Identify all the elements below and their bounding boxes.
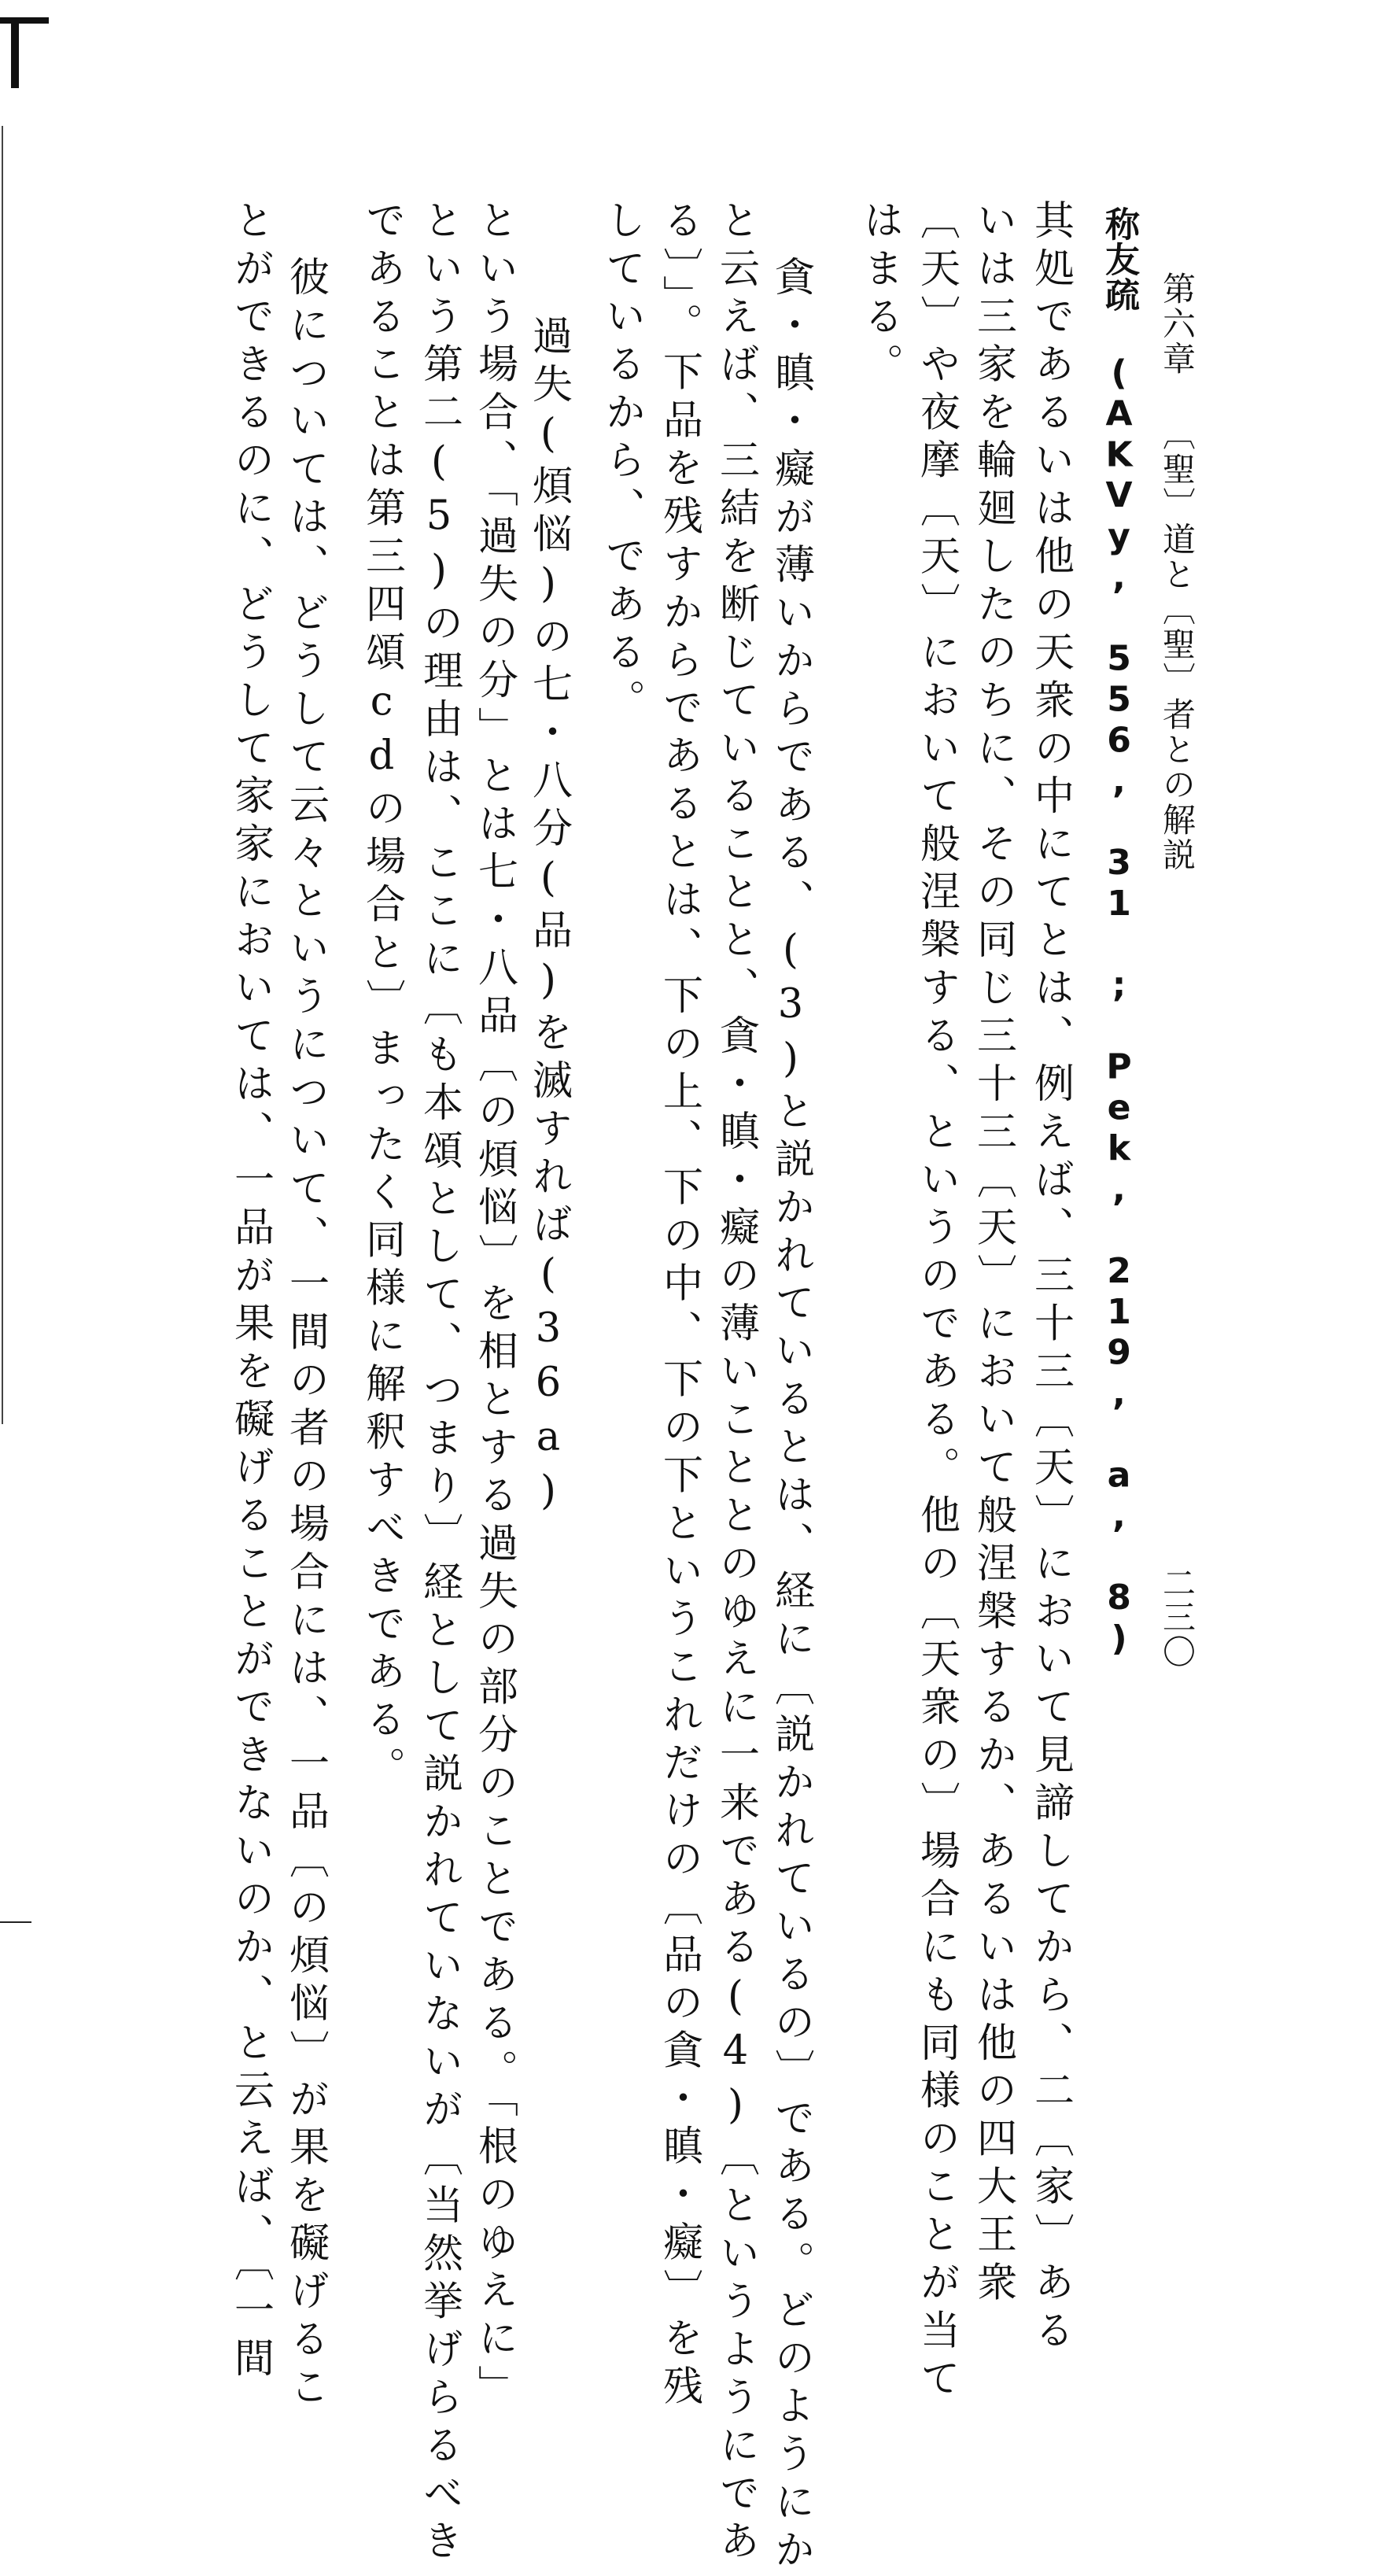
body-column-10: という場合、「過失の分」とは七・八品〔の煩悩〕を相とする過失の部分のことである。「根のゆえに」 — [470, 199, 518, 2413]
body-column-12: であることは第三四頌cdの場合と〕まったく同様に解釈すべきである。 — [358, 199, 405, 1795]
bottom-crop-mark — [0, 1921, 31, 1923]
crop-mark-stem — [11, 17, 19, 88]
running-head: 第六章 〔聖〕道と〔聖〕者との解説 — [1158, 271, 1196, 873]
page-number: 二三〇 — [1158, 1566, 1196, 1670]
body-column-14: とができるのに、どうして家家においては、一品が果を礙げることができないのか、と云えば、〔一間 — [227, 199, 274, 2385]
crop-mark — [0, 17, 49, 24]
margin-rule — [2, 126, 3, 1424]
body-column-3: 〔天〕や夜摩〔天〕において般涅槃する、というのである。他の〔天衆の〕場合にも同様のことが当て — [913, 199, 960, 2405]
body-column-9: 過失(煩悩)の七・八分(品)を滅すれば(36a) — [525, 315, 572, 1522]
body-column-1: 其処であるいは他の天衆の中にてとは、例えば、三十三〔天〕において見諦してから、二〔家〕ある — [1027, 199, 1074, 2357]
body-column-11: という第二(5)の理由は、ここに〔も本頌として、つまり〕経として説かれていないが〔当然挙げらるべき — [415, 199, 463, 2568]
body-column-6: と云えば、三結を断じていることと、貪・瞋・癡の薄いこととのゆえに一来である(4)〔というようにであ — [712, 199, 759, 2568]
body-column-8: しているから、である。 — [598, 199, 645, 727]
body-column-5: 貪・瞋・癡が薄いからである、(3)と説かれているとは、経に〔説かれているの〕である。どのようにか — [767, 256, 814, 2576]
body-column-2: いは三家を輪廻したのちに、その同じ三十三〔天〕において般涅槃するか、あるいは他の四大王衆 — [969, 199, 1016, 2309]
body-column-4: はまる。 — [856, 199, 903, 391]
section-heading: 称友疏 (AKVy, 556, 31 ; Pek, 219, a, 8) — [1099, 206, 1139, 1659]
body-column-7: る〕」。下品を残すからであるとは、下の上、下の中、下の下というこれだけの〔品の貪・瞋・癡〕を残 — [655, 199, 702, 2413]
body-column-13: 彼については、どうして云々というについて、一間の者の場合には、一品〔の煩悩〕が果を礙げるこ — [282, 256, 329, 2414]
